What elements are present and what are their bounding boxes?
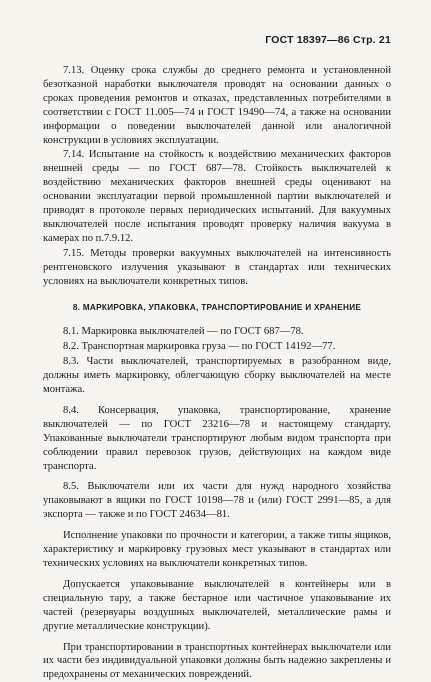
running-header: ГОСТ 18397—86 Стр. 21 [265, 34, 391, 46]
paragraph-7-14: 7.14. Испытание на стойкость к воздействию механических факторов внешней среды — по ГОСТ 687—78. Стойкость выключателей к воздействию механических факторов внешней среды оценивают на основании эксплуатации первой промышленной партии выключателей и приводят в протоколе первых периодических испытаний. Для вакуумных выключателей после испытания проводят проверку наличия вакуума в камерах по п.7.9.12. [43, 149, 391, 244]
paragraph-8-5: 8.5. Выключатели или их части для нужд народного хозяйства упаковывают в ящики по ГОСТ 10198—78 и (или) ГОСТ 2991—85, а для экспорта — также и по ГОСТ 24634—81. [43, 481, 391, 521]
section-8-title: 8. МАРКИРОВКА, УПАКОВКА, ТРАНСПОРТИРОВАНИЕ И ХРАНЕНИЕ [72, 302, 362, 312]
paragraph-8-3: 8.3. Части выключателей, транспортируемых в разобранном виде, должны иметь маркировку, облегчающую сборку выключателей на месте монтажа. [43, 356, 391, 396]
paragraph-8-2: 8.2. Транспортная маркировка груза — по ГОСТ 14192—77. [63, 341, 336, 353]
paragraph-transport-containers: При транспортировании в транспортных контейнерах выключатели или их части без индивидуальной упаковки должны быть надежно закреплены и предохранены от механических повреждений. [43, 641, 391, 681]
paragraph-containers: Допускается упаковывание выключателей в контейнеры или в специальную тару, а также бестарное или частичное упаковывание их частей (резервуары воздушных выключателей, металлические рамы и другие металлические конструкции). [43, 578, 391, 632]
paragraph-8-1: 8.1. Маркировка выключателей — по ГОСТ 687—78. [63, 326, 304, 338]
paragraph-packing-strength: Исполнение упаковки по прочности и категории, а также типы ящиков, характеристику и маркировку грузовых мест указывают в стандартах или технических условиях на выключатели конкретных типов. [43, 530, 391, 569]
paragraph-7-13: 7.13. Оценку срока службы до среднего ремонта и установленной безотказной наработки выключателя проводят на основании данных о сроках проведения ремонтов и отказах, представленных потребителями в соответствии с ГОСТ 11.005—74 и ГОСТ 19490—74, а также на основании информации о поведении выключателей данной или аналогичной конструкции в условиях эксплуатации. [43, 65, 391, 146]
paragraph-8-4: 8.4. Консервация, упаковка, транспортирование, хранение выключателей — по ГОСТ 23216—78 и настоящему стандарту. Упакованные выключатели транспортируют любым видом транспорта при соблюдении правил перевозок грузов, действующих на каждом виде транспорта. [43, 404, 391, 472]
paragraph-7-15: 7.15. Методы проверки вакуумных выключателей на интенсивность рентгеновского излучения указывают в стандартах или технических условиях на выключатели конкретных типов. [43, 247, 391, 287]
page-body [43, 64, 391, 682]
